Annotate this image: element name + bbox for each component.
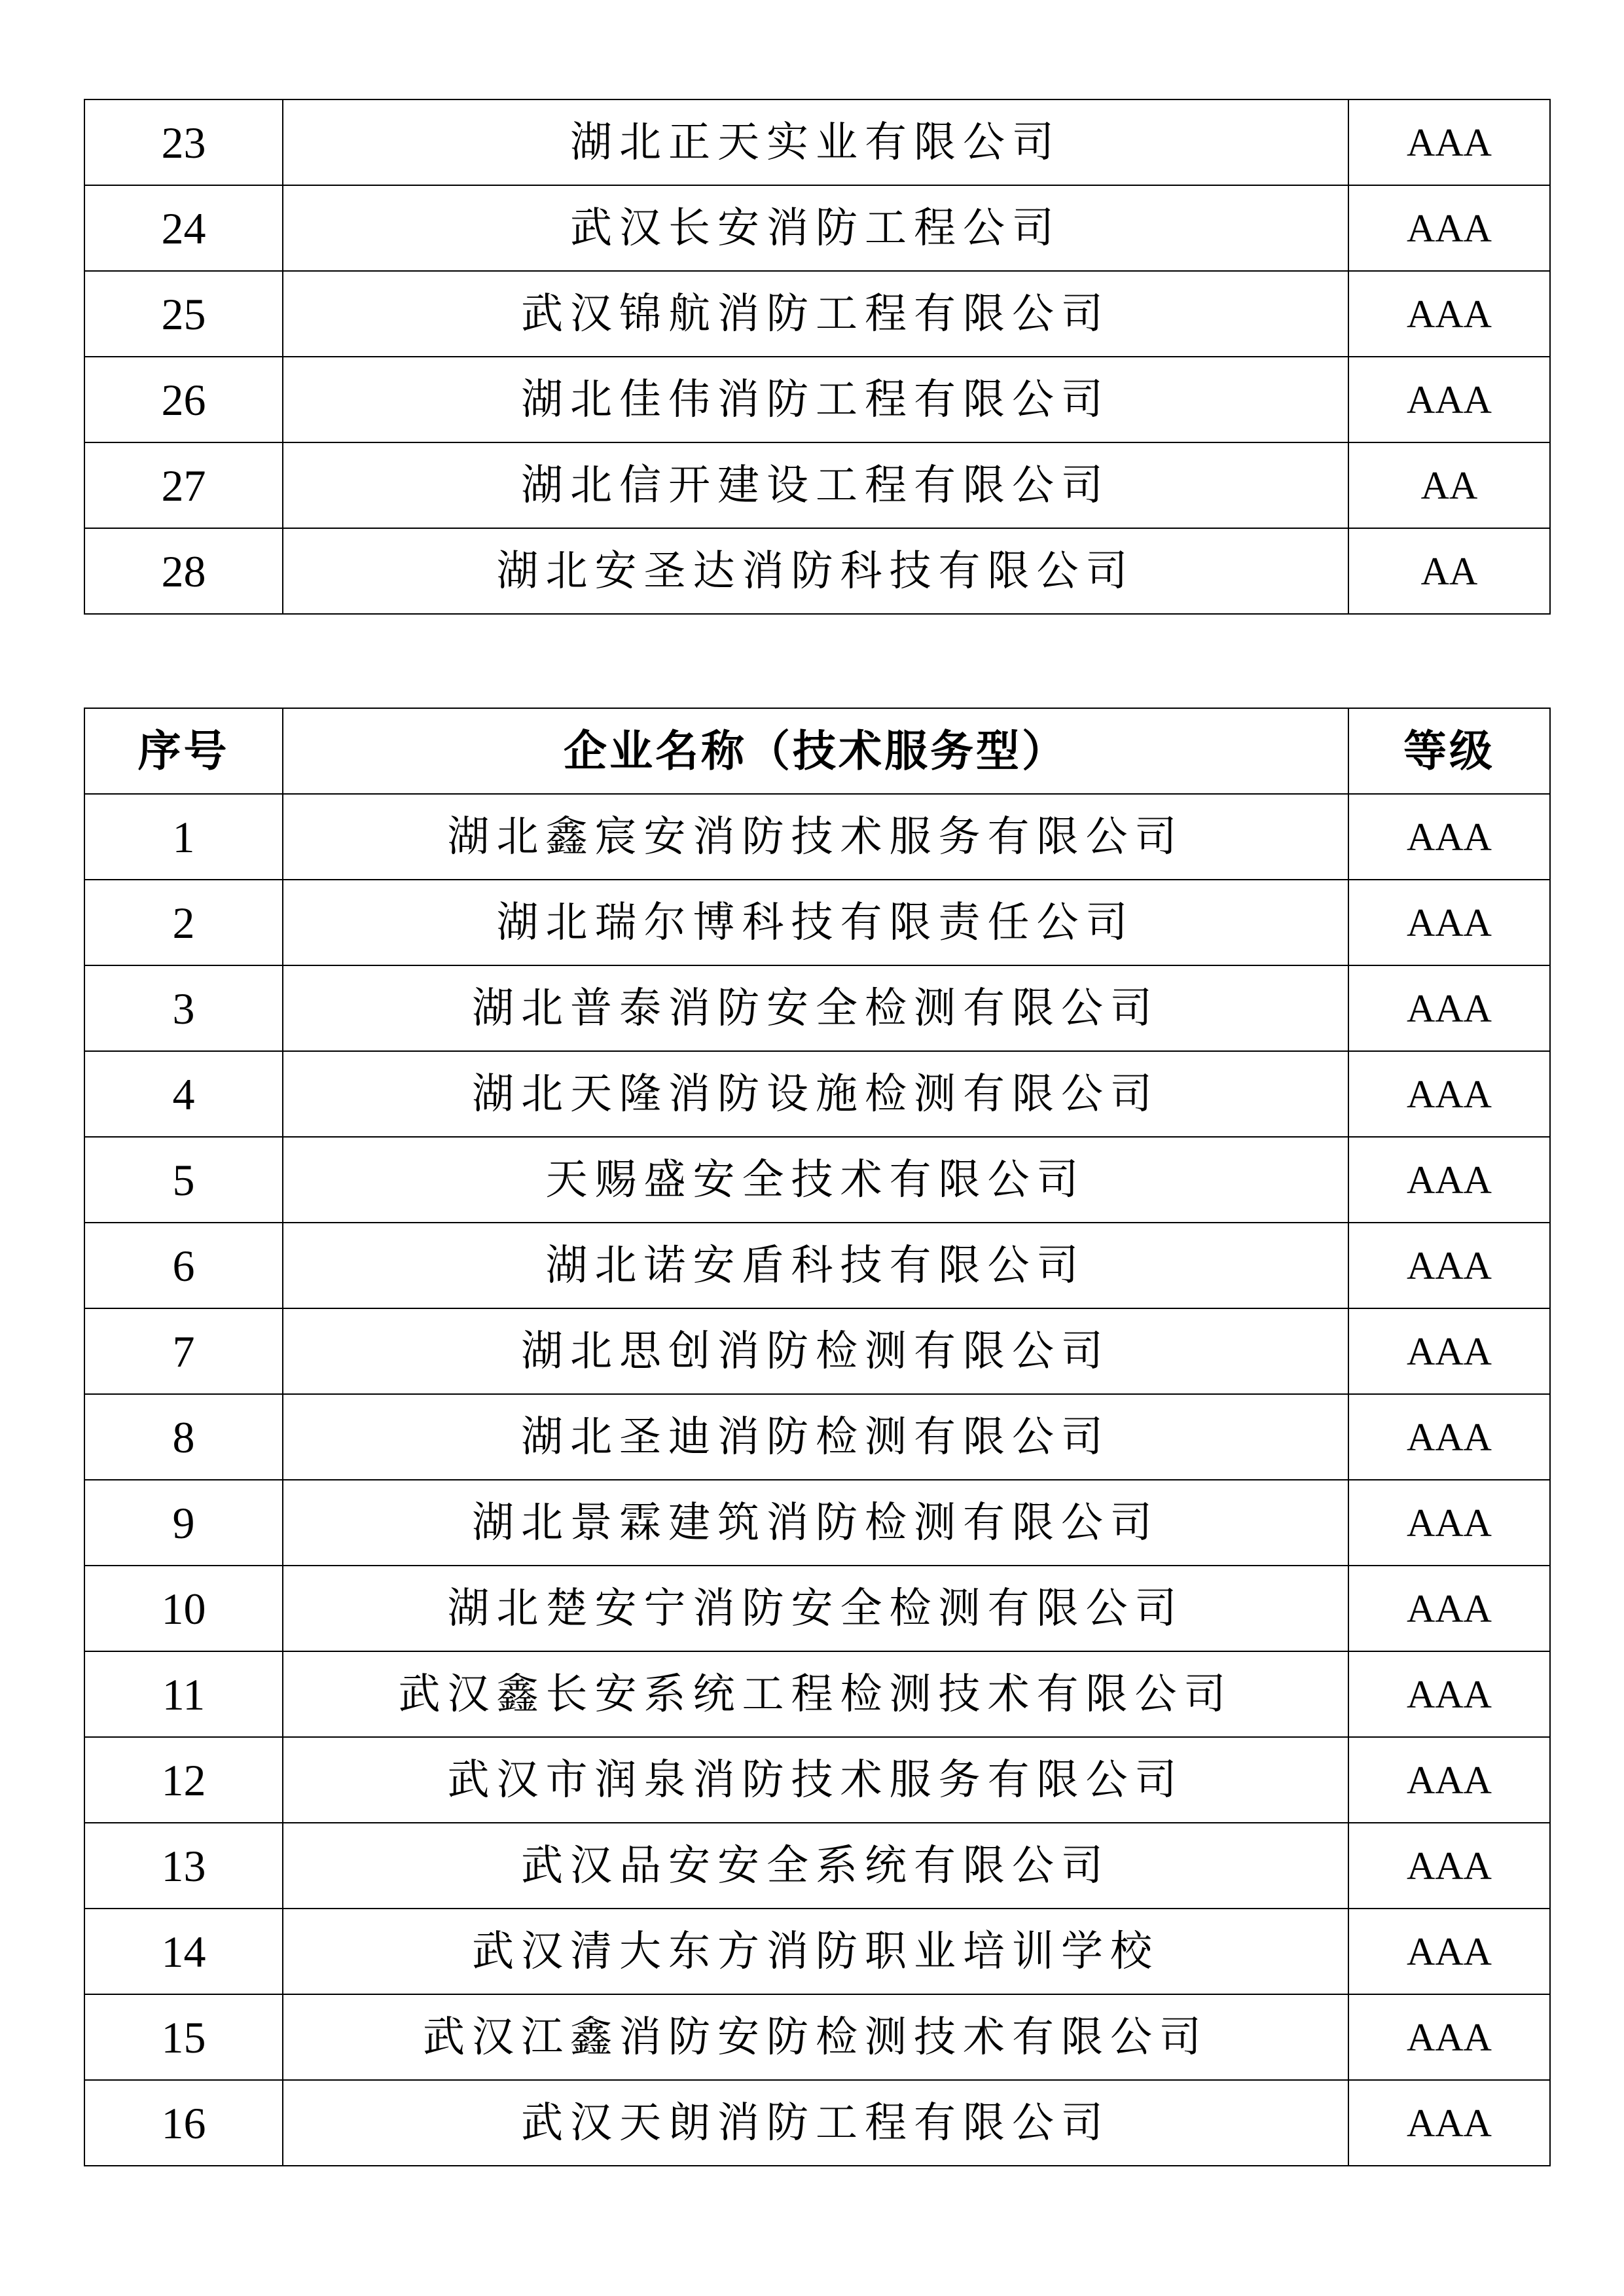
company-rating-table-technical-service	[84, 708, 1551, 2166]
rating-grade: AAA	[1348, 1223, 1550, 1308]
company-name: 武汉品安安全系统有限公司	[283, 1823, 1348, 1909]
row-number: 2	[84, 880, 283, 965]
rating-grade: AAA	[1348, 1137, 1550, 1223]
table-row	[84, 1223, 1550, 1308]
row-number: 25	[84, 271, 283, 357]
table-row	[84, 1651, 1550, 1737]
company-rating-table-top	[84, 99, 1551, 615]
company-name: 湖北楚安宁消防安全检测有限公司	[283, 1566, 1348, 1651]
rating-grade: AAA	[1348, 1308, 1550, 1394]
company-name: 武汉长安消防工程公司	[283, 185, 1348, 271]
table-row	[84, 1994, 1550, 2080]
rating-grade: AAA	[1348, 1823, 1550, 1909]
rating-grade: AAA	[1348, 1909, 1550, 1994]
company-name: 湖北诺安盾科技有限公司	[283, 1223, 1348, 1308]
company-name: 湖北普泰消防安全检测有限公司	[283, 965, 1348, 1051]
rating-grade: AAA	[1348, 1394, 1550, 1480]
row-number: 28	[84, 528, 283, 614]
rating-grade: AAA	[1348, 1651, 1550, 1737]
rating-grade: AAA	[1348, 1994, 1550, 2080]
company-name: 湖北佳伟消防工程有限公司	[283, 357, 1348, 442]
company-name: 湖北安圣达消防科技有限公司	[283, 528, 1348, 614]
row-number: 26	[84, 357, 283, 442]
row-number: 9	[84, 1480, 283, 1566]
row-number: 8	[84, 1394, 283, 1480]
row-number: 15	[84, 1994, 283, 2080]
company-name: 湖北瑞尔博科技有限责任公司	[283, 880, 1348, 965]
company-name: 湖北天隆消防设施检测有限公司	[283, 1051, 1348, 1137]
row-number: 7	[84, 1308, 283, 1394]
company-name: 武汉天朗消防工程有限公司	[283, 2080, 1348, 2166]
row-number: 14	[84, 1909, 283, 1994]
table-row	[84, 1480, 1550, 1566]
company-name: 湖北圣迪消防检测有限公司	[283, 1394, 1348, 1480]
company-name: 武汉江鑫消防安防检测技术有限公司	[283, 1994, 1348, 2080]
company-name: 天赐盛安全技术有限公司	[283, 1137, 1348, 1223]
row-number: 27	[84, 442, 283, 528]
table-row	[84, 99, 1550, 185]
company-name: 湖北景霖建筑消防检测有限公司	[283, 1480, 1348, 1566]
row-number: 16	[84, 2080, 283, 2166]
rating-grade: AAA	[1348, 1051, 1550, 1137]
company-name: 湖北思创消防检测有限公司	[283, 1308, 1348, 1394]
rating-grade: AAA	[1348, 357, 1550, 442]
table-row	[84, 442, 1550, 528]
company-name: 武汉鑫长安系统工程检测技术有限公司	[283, 1651, 1348, 1737]
company-name: 武汉锦航消防工程有限公司	[283, 271, 1348, 357]
table-row	[84, 965, 1550, 1051]
company-name: 武汉清大东方消防职业培训学校	[283, 1909, 1348, 1994]
rating-grade: AAA	[1348, 965, 1550, 1051]
company-name: 湖北鑫宸安消防技术服务有限公司	[283, 794, 1348, 880]
row-number: 24	[84, 185, 283, 271]
rating-grade: AAA	[1348, 99, 1550, 185]
table-row	[84, 528, 1550, 614]
table-row	[84, 1909, 1550, 1994]
rating-grade: AA	[1348, 442, 1550, 528]
row-number: 5	[84, 1137, 283, 1223]
row-number: 3	[84, 965, 283, 1051]
row-number: 4	[84, 1051, 283, 1137]
table-row	[84, 794, 1550, 880]
table-row	[84, 1566, 1550, 1651]
header-company-name: 企业名称（技术服务型）	[283, 708, 1348, 794]
rating-grade: AAA	[1348, 1566, 1550, 1651]
company-name: 湖北正天实业有限公司	[283, 99, 1348, 185]
table-header-row	[84, 708, 1550, 794]
header-number: 序号	[84, 708, 283, 794]
row-number: 11	[84, 1651, 283, 1737]
rating-grade: AAA	[1348, 880, 1550, 965]
table-row	[84, 880, 1550, 965]
row-number: 1	[84, 794, 283, 880]
row-number: 23	[84, 99, 283, 185]
table-row	[84, 185, 1550, 271]
company-name: 湖北信开建设工程有限公司	[283, 442, 1348, 528]
company-name: 武汉市润泉消防技术服务有限公司	[283, 1737, 1348, 1823]
rating-grade: AAA	[1348, 1480, 1550, 1566]
table-row	[84, 1394, 1550, 1480]
row-number: 10	[84, 1566, 283, 1651]
table-row	[84, 1137, 1550, 1223]
rating-grade: AAA	[1348, 271, 1550, 357]
rating-grade: AAA	[1348, 2080, 1550, 2166]
rating-grade: AAA	[1348, 1737, 1550, 1823]
table-row	[84, 357, 1550, 442]
table-row	[84, 1823, 1550, 1909]
header-grade: 等级	[1348, 708, 1550, 794]
rating-grade: AAA	[1348, 794, 1550, 880]
table-row	[84, 2080, 1550, 2166]
table-row	[84, 1308, 1550, 1394]
table-row	[84, 1051, 1550, 1137]
table-row	[84, 271, 1550, 357]
row-number: 12	[84, 1737, 283, 1823]
rating-grade: AA	[1348, 528, 1550, 614]
rating-grade: AAA	[1348, 185, 1550, 271]
row-number: 13	[84, 1823, 283, 1909]
table-row	[84, 1737, 1550, 1823]
row-number: 6	[84, 1223, 283, 1308]
